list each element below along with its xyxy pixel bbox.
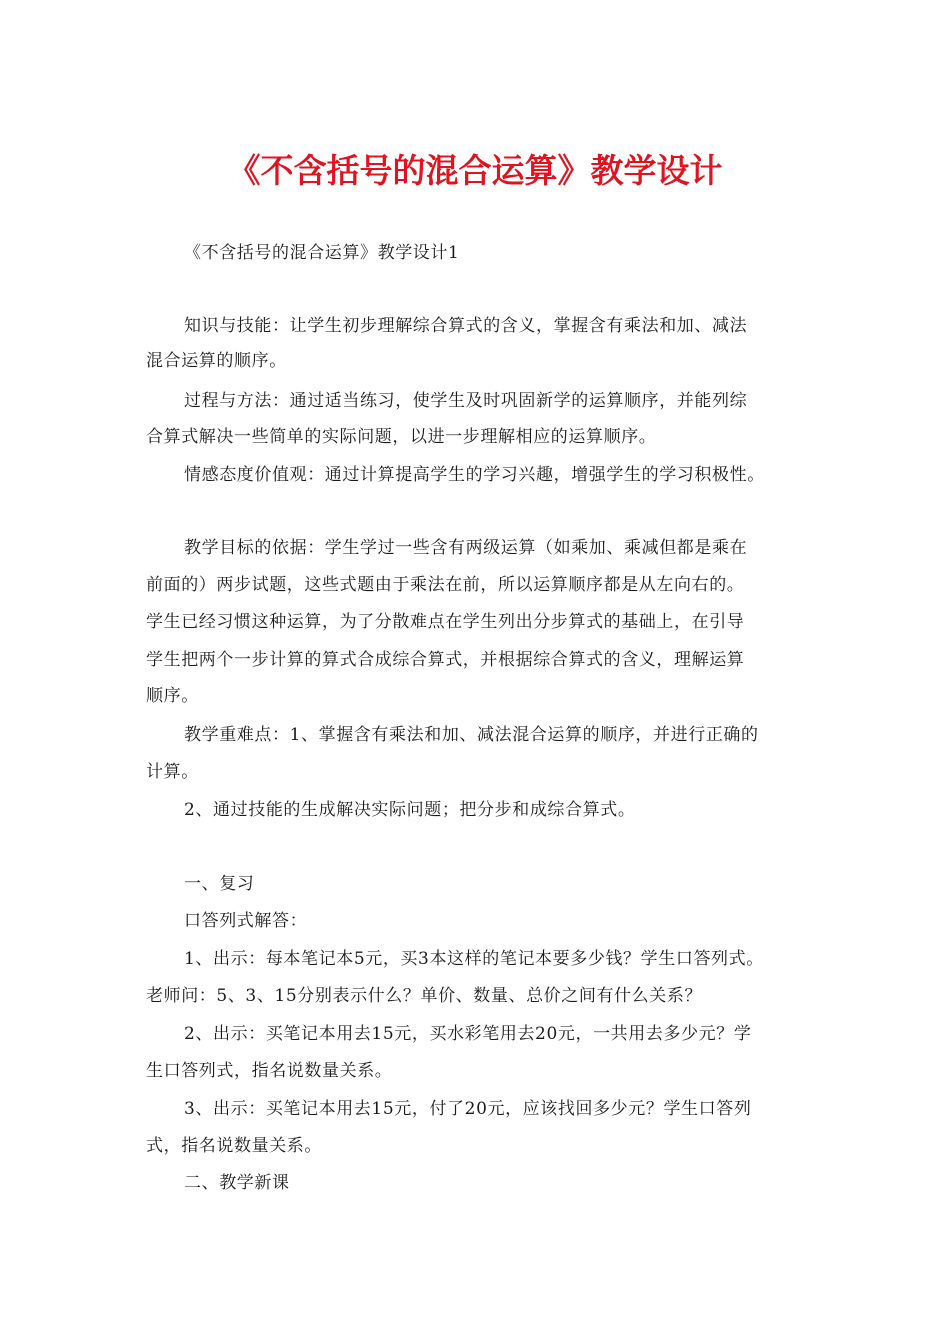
paragraph-line: 合算式解决一些简单的实际问题，以进一步理解相应的运算顺序。: [146, 427, 657, 447]
paragraph-line: 混合运算的顺序。: [146, 351, 287, 371]
document-title: 《不含括号的混合运算》教学设计: [227, 151, 723, 190]
paragraph-line: 计算。: [146, 762, 199, 782]
paragraph-line: 式，指名说数量关系。: [146, 1136, 322, 1156]
paragraph-line: 生口答列式，指名说数量关系。: [146, 1061, 393, 1081]
paragraph-line: 口答列式解答：: [184, 911, 308, 931]
paragraph-line: 知识与技能：让学生初步理解综合算式的含义，掌握含有乘法和加、减法: [184, 316, 748, 336]
paragraph-line: 教学目标的依据：学生学过一些含有两级运算（如乘加、乘减但都是乘在: [184, 538, 748, 558]
paragraph-line: 情感态度价值观：通过计算提高学生的学习兴趣，增强学生的学习积极性。: [184, 465, 765, 485]
paragraph-line: 3、出示：买笔记本用去15元，付了20元，应该找回多少元？学生口答列: [184, 1099, 752, 1119]
paragraph-line: 过程与方法：通过适当练习，使学生及时巩固新学的运算顺序，并能列综: [184, 391, 748, 411]
paragraph-line: 学生把两个一步计算的算式合成综合算式，并根据综合算式的含义，理解运算: [146, 650, 745, 670]
section-heading: 一、复习: [184, 874, 255, 894]
paragraph-line: 学生已经习惯这种运算，为了分散难点在学生列出分步算式的基础上，在引导: [146, 612, 745, 632]
paragraph-line: 教学重难点：1、掌握含有乘法和加、减法混合运算的顺序，并进行正确的: [184, 725, 759, 745]
paragraph-line: 2、出示：买笔记本用去15元，买水彩笔用去20元，一共用去多少元？学: [184, 1024, 752, 1044]
paragraph-line: 前面的）两步试题，这些式题由于乘法在前，所以运算顺序都是从左向右的。: [146, 575, 745, 595]
paragraph-line: 2、通过技能的生成解决实际问题；把分步和成综合算式。: [184, 800, 636, 820]
paragraph-line: 1、出示：每本笔记本5元，买3本这样的笔记本要多少钱？学生口答列式。: [184, 949, 764, 969]
section-heading: 二、教学新课: [184, 1173, 290, 1193]
paragraph-line: 顺序。: [146, 686, 199, 706]
paragraph-line: 老师问：5、3、15分别表示什么？单价、数量、总价之间有什么关系？: [146, 986, 703, 1006]
section-subtitle: 《不含括号的混合运算》教学设计1: [184, 243, 460, 263]
